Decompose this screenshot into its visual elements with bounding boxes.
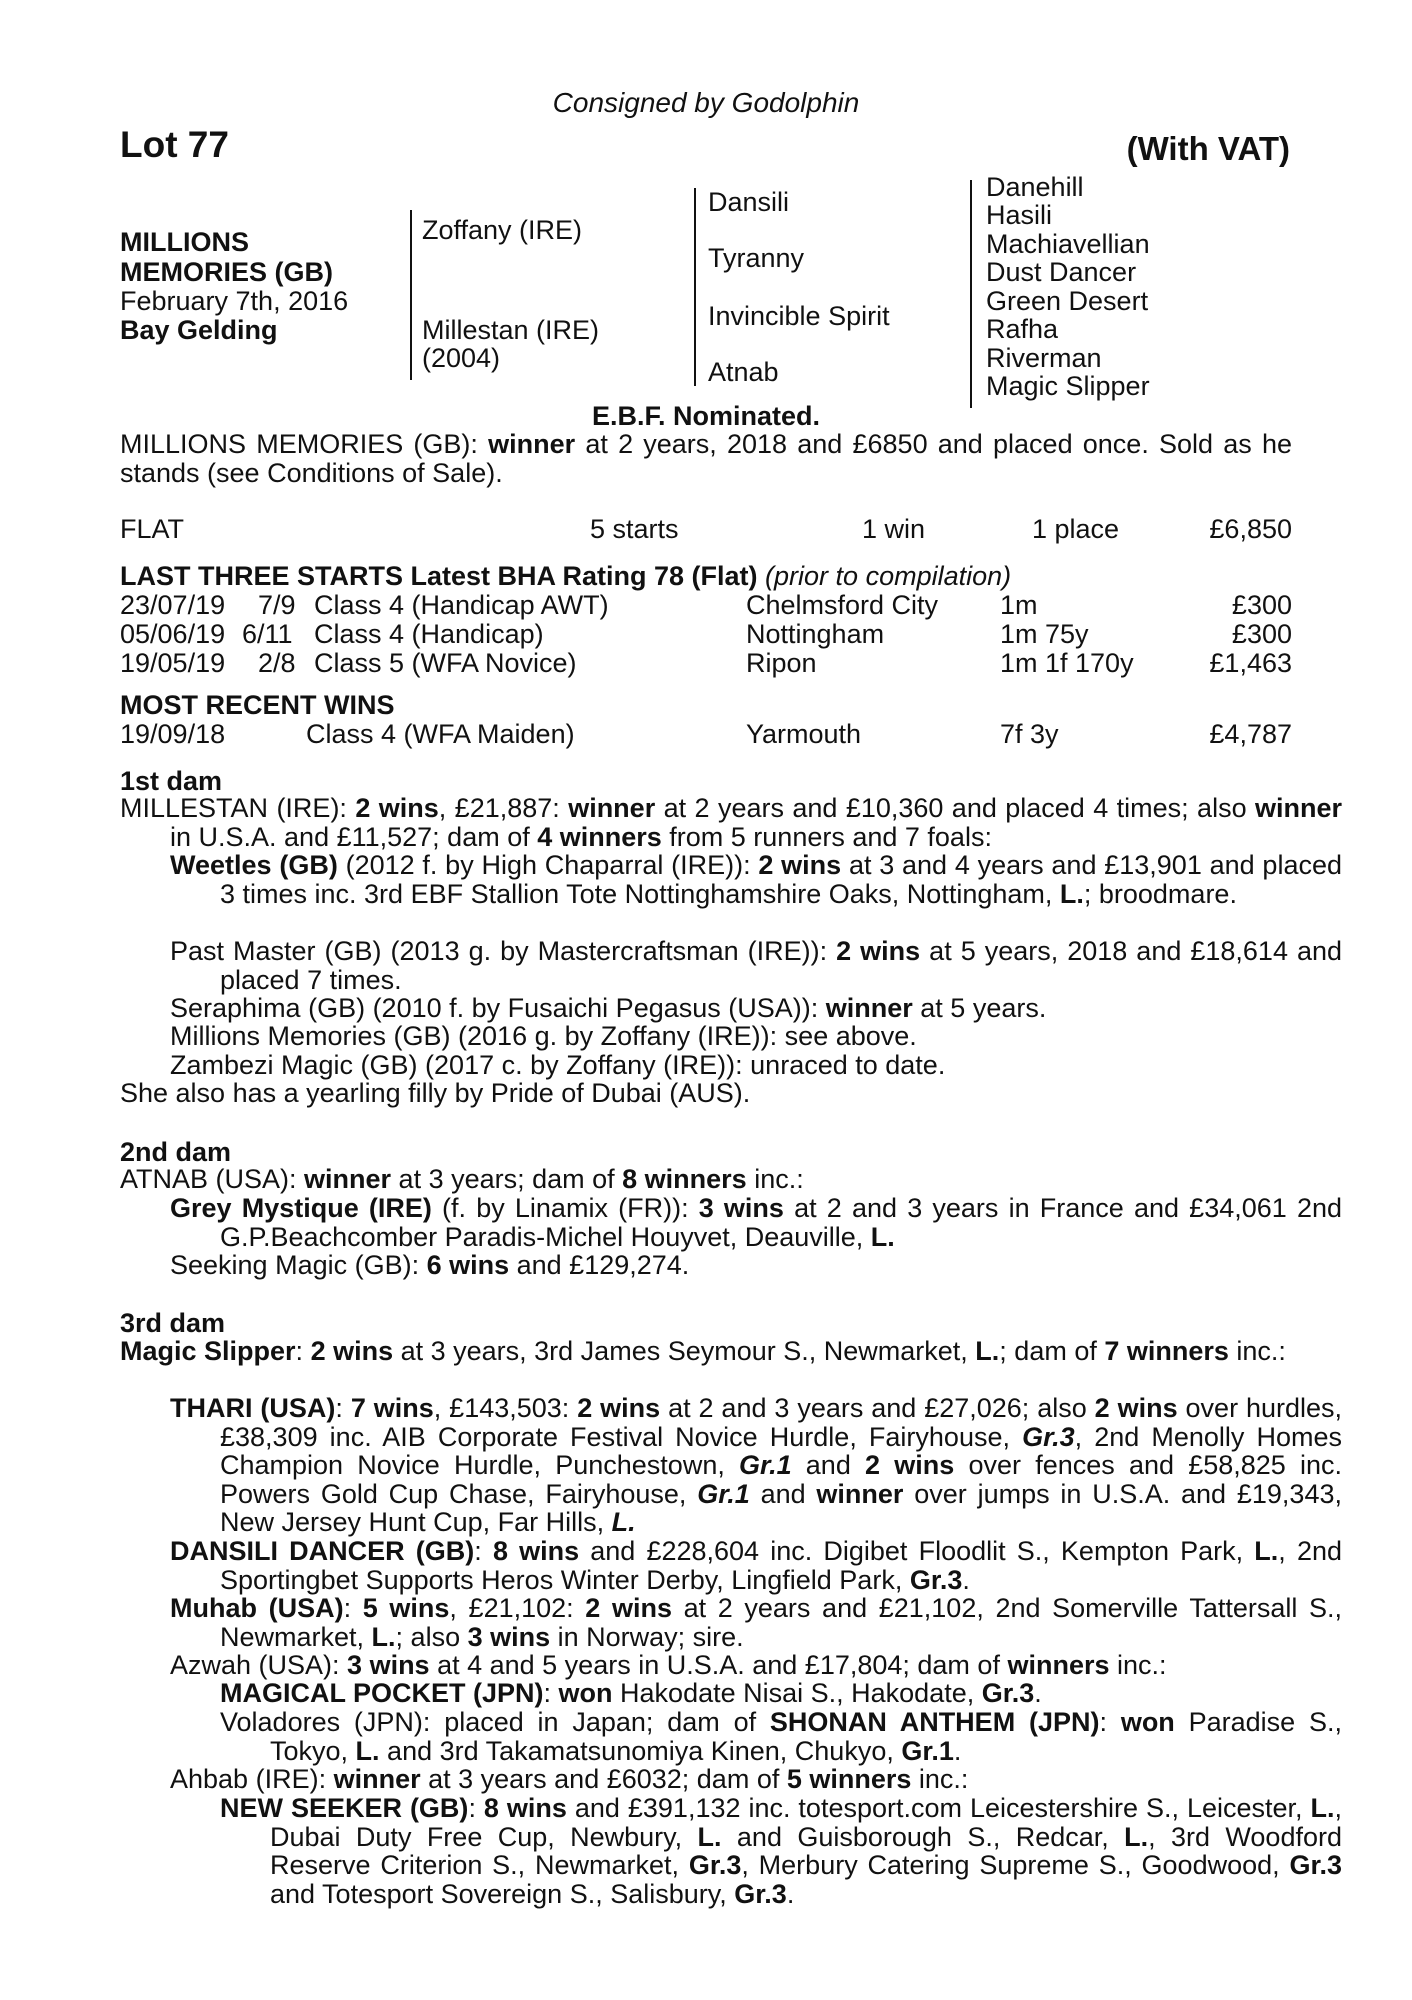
text-run: and £228,604 inc. Digibet Floodlit S., Kempton Park, bbox=[579, 1536, 1255, 1566]
text-run: . bbox=[962, 1564, 970, 1595]
text-run: 3 wins bbox=[467, 1621, 551, 1652]
text-run: 2 wins bbox=[1094, 1393, 1178, 1423]
start-row bbox=[120, 590, 1292, 619]
flat-record-row bbox=[120, 514, 1292, 543]
yearling-note: She also has a yearling filly by Pride of Dubai (AUS). bbox=[120, 1078, 751, 1108]
pedigree-divider bbox=[410, 210, 412, 380]
text-run: at 3 and 4 years and £13,901 and placed 3 times inc. 3rd EBF Stallion Tote Nottinghamshire Oaks, Nottingham, bbox=[220, 850, 1342, 909]
text-run: 2 wins bbox=[355, 793, 439, 823]
start-prize: £300 bbox=[1231, 619, 1292, 649]
text-run: inc.: bbox=[911, 1764, 969, 1794]
produce-entry bbox=[170, 1765, 1342, 1794]
text-run: L. bbox=[611, 1507, 636, 1537]
summary-winner: winner bbox=[488, 429, 576, 459]
ebf-nominated: E.B.F. Nominated. bbox=[591, 401, 821, 431]
text-run: , 2nd Sportingbet Supports Heros Winter Derby, Lingfield Park, bbox=[220, 1536, 1342, 1595]
text-run: at 3 years, 3rd James Seymour S., Newmarket, bbox=[393, 1336, 976, 1366]
text-run: and Guisborough S., Redcar, bbox=[721, 1821, 1125, 1852]
text-run: . bbox=[953, 1735, 962, 1766]
start-date: 19/05/19 bbox=[120, 648, 226, 678]
text-run: inc.: bbox=[1228, 1336, 1286, 1366]
g3-ancestor: Dust Dancer bbox=[986, 257, 1137, 287]
text-run: and £391,132 inc. totesport.com Leicestershire S., Leicester, bbox=[566, 1793, 1311, 1823]
text-run: at 2 years and £10,360 and placed 4 times; also bbox=[655, 793, 1255, 823]
text-run: Azwah (USA): bbox=[170, 1650, 348, 1680]
text-run: over fences and £58,825 inc. Powers Gold Cup Chase, Fairyhouse, bbox=[220, 1450, 1343, 1509]
flat-starts: 5 starts bbox=[590, 514, 679, 544]
produce-entry bbox=[170, 1194, 1342, 1251]
text-run: : bbox=[543, 1678, 559, 1708]
text-run: winner bbox=[1254, 793, 1342, 823]
lot-number: Lot 77 bbox=[120, 124, 229, 165]
produce-entry bbox=[170, 937, 1342, 994]
text-run: Hakodate Nisai S., Hakodate, bbox=[612, 1678, 982, 1708]
start-position: 6/11 bbox=[242, 619, 293, 649]
text-run: L. bbox=[1254, 1536, 1279, 1566]
pedigree-divider bbox=[970, 180, 972, 408]
first-dam-heading: 1st dam bbox=[120, 766, 223, 796]
text-run: in U.S.A. and £11,527; dam of bbox=[170, 821, 538, 852]
start-course: Ripon bbox=[746, 648, 817, 678]
start-distance: 1m bbox=[1000, 590, 1038, 620]
g3-ancestor: Green Desert bbox=[986, 286, 1149, 316]
text-run: 6 wins bbox=[426, 1250, 510, 1280]
sire-sire: Dansili bbox=[708, 187, 790, 217]
text-run: at 3 years; dam of bbox=[391, 1164, 623, 1194]
text-run: 3 wins bbox=[347, 1650, 430, 1680]
text-run: and bbox=[791, 1450, 866, 1480]
produce-entry bbox=[170, 1537, 1342, 1594]
sire: Zoffany (IRE) bbox=[422, 215, 583, 245]
produce-entry: Millions Memories (GB) (2016 g. by Zoffany (IRE)): see above. bbox=[170, 1021, 917, 1051]
text-run: L. bbox=[355, 1735, 380, 1766]
text-run: at 2 years and £21,102, 2nd Somerville Tattersall S., Newmarket, bbox=[220, 1593, 1343, 1652]
start-race: Class 4 (Handicap AWT) bbox=[314, 590, 609, 620]
start-race: Class 5 (WFA Novice) bbox=[314, 648, 577, 678]
text-run: DANSILI DANCER (GB) bbox=[170, 1536, 475, 1566]
third-dam-text bbox=[120, 1337, 1342, 1366]
start-course: Chelmsford City bbox=[746, 590, 939, 620]
text-run: 2 wins bbox=[585, 1593, 672, 1623]
text-run: Seraphima (GB) (2010 f. by Fusaichi Pegasus (USA)): bbox=[170, 993, 826, 1023]
text-run: Gr.3 bbox=[734, 1878, 787, 1909]
text-run: Gr.1 bbox=[901, 1735, 954, 1766]
text-run: in Norway; sire. bbox=[550, 1621, 744, 1652]
text-run: THARI (USA) bbox=[170, 1393, 336, 1423]
last-three-note: (prior to compilation) bbox=[757, 561, 1012, 591]
start-position: 7/9 bbox=[258, 590, 296, 620]
text-run: winners bbox=[1007, 1650, 1110, 1680]
start-date: 23/07/19 bbox=[120, 590, 226, 620]
produce-entry: Zambezi Magic (GB) (2017 c. by Zoffany (IRE)): unraced to date. bbox=[170, 1050, 946, 1080]
text-run: and Totesport Sovereign S., Salisbury, bbox=[270, 1878, 735, 1909]
dam: Millestan (IRE) bbox=[422, 315, 600, 345]
text-run: and 3rd Takamatsunomiya Kinen, Chukyo, bbox=[379, 1735, 902, 1766]
win-distance: 7f 3y bbox=[1000, 719, 1059, 749]
text-run: L. bbox=[371, 1621, 396, 1652]
text-run: Paradise S., Tokyo, bbox=[270, 1707, 1342, 1766]
text-run: 2 wins bbox=[310, 1336, 394, 1366]
text-run: L. bbox=[697, 1821, 722, 1852]
start-row bbox=[120, 619, 1292, 648]
start-row bbox=[120, 648, 1292, 677]
text-run: : bbox=[335, 1393, 351, 1423]
start-prize: £1,463 bbox=[1209, 648, 1292, 678]
text-run: ; dam of bbox=[999, 1336, 1105, 1366]
win-prize: £4,787 bbox=[1209, 719, 1292, 749]
text-run: Grey Mystique (IRE) bbox=[170, 1193, 432, 1223]
text-run: 7 wins bbox=[350, 1393, 434, 1423]
text-run: L. bbox=[1059, 878, 1084, 909]
g3-ancestor: Riverman bbox=[986, 343, 1102, 373]
last-three-title: LAST THREE STARTS Latest BHA Rating 78 (Flat) bbox=[120, 561, 758, 591]
produce-entry bbox=[220, 1679, 1342, 1708]
text-run: 2 wins bbox=[577, 1393, 661, 1423]
foaling-date: February 7th, 2016 bbox=[120, 286, 349, 316]
g3-ancestor: Rafha bbox=[986, 314, 1059, 344]
text-run: winner bbox=[816, 1478, 904, 1509]
text-run: Gr.3 bbox=[688, 1850, 742, 1880]
start-position: 2/8 bbox=[258, 648, 296, 678]
text-run: MILLESTAN (IRE): bbox=[120, 793, 356, 823]
second-dam-text bbox=[120, 1165, 1342, 1194]
text-run: at 4 and 5 years in U.S.A. and £17,804; dam of bbox=[429, 1650, 1008, 1680]
text-run: Seeking Magic (GB): bbox=[170, 1250, 427, 1280]
start-distance: 1m 1f 170y bbox=[1000, 648, 1134, 678]
g3-ancestor: Danehill bbox=[986, 172, 1084, 202]
consignor-line: Consigned by Godolphin bbox=[552, 87, 860, 118]
text-run: over hurdles, £38,309 inc. AIB Corporate Festival Novice Hurdle, Fairyhouse, bbox=[220, 1393, 1343, 1452]
text-run: winner bbox=[333, 1764, 421, 1794]
text-run: won bbox=[1120, 1707, 1175, 1737]
text-run: Gr.3 bbox=[981, 1678, 1035, 1708]
horse-description: Bay Gelding bbox=[120, 315, 278, 345]
win-course: Yarmouth bbox=[746, 719, 862, 749]
win-date: 19/09/18 bbox=[120, 719, 226, 749]
text-run: , £21,887: bbox=[438, 793, 569, 823]
text-run: at 5 years. bbox=[912, 993, 1047, 1023]
start-date: 05/06/19 bbox=[120, 619, 226, 649]
horse-name-line2: MEMORIES (GB) bbox=[120, 257, 333, 287]
flat-label: FLAT bbox=[120, 514, 185, 544]
win-race: Class 4 (WFA Maiden) bbox=[306, 719, 575, 749]
produce-entry bbox=[170, 994, 1342, 1023]
dam-dam: Atnab bbox=[708, 357, 779, 387]
race-summary bbox=[120, 430, 1292, 487]
recent-wins-heading: MOST RECENT WINS bbox=[120, 690, 395, 720]
produce-entry bbox=[170, 1251, 1342, 1280]
text-run: , 2nd Menolly Homes Champion Novice Hurdle, Punchestown, bbox=[220, 1421, 1342, 1480]
text-run: 8 wins bbox=[483, 1793, 567, 1823]
text-run: : bbox=[343, 1593, 363, 1623]
text-run: at 2 and 3 years in France and £34,061 2nd G.P.Beachcomber Paradis-Michel Houyvet, Deauville, bbox=[220, 1193, 1342, 1252]
text-run: over jumps in U.S.A. and £19,343, New Jersey Hunt Cup, Far Hills, bbox=[220, 1478, 1342, 1537]
text-run: Muhab (USA) bbox=[170, 1593, 344, 1623]
text-run: 2 wins bbox=[836, 936, 921, 966]
text-run: 7 winners bbox=[1104, 1336, 1229, 1366]
last-three-heading bbox=[120, 562, 1011, 591]
text-run: , Dubai Duty Free Cup, Newbury, bbox=[270, 1793, 1343, 1852]
text-run: at 3 years and £6032; dam of bbox=[420, 1764, 787, 1794]
text-run: L. bbox=[1124, 1821, 1149, 1852]
pedigree-divider bbox=[694, 188, 696, 386]
text-run: and £129,274. bbox=[509, 1250, 690, 1280]
text-run: Voladores (JPN): placed in Japan; dam of bbox=[220, 1707, 770, 1737]
text-run: , £21,102: bbox=[449, 1593, 586, 1623]
text-run: (2012 f. by High Chaparral (IRE)): bbox=[337, 850, 759, 880]
third-dam-heading: 3rd dam bbox=[120, 1308, 226, 1338]
text-run: Gr.1 bbox=[697, 1478, 750, 1509]
text-run: : bbox=[468, 1793, 484, 1823]
text-run: at 5 years, 2018 and £18,614 and placed 7 times. bbox=[220, 936, 1343, 995]
text-run: Magic Slipper bbox=[120, 1336, 296, 1366]
start-course: Nottingham bbox=[746, 619, 885, 649]
text-run: 2 wins bbox=[758, 850, 842, 880]
text-run: , 3rd Woodford Reserve Criterion S., Newmarket, bbox=[270, 1821, 1342, 1880]
text-run: Gr.3 bbox=[909, 1564, 963, 1595]
text-run: 3 wins bbox=[698, 1193, 784, 1223]
text-run: Weetles (GB) bbox=[170, 850, 338, 880]
start-prize: £300 bbox=[1231, 590, 1292, 620]
text-run: winner bbox=[304, 1164, 392, 1194]
dam-year: (2004) bbox=[422, 343, 501, 373]
start-distance: 1m 75y bbox=[1000, 619, 1089, 649]
produce-entry bbox=[220, 1794, 1342, 1908]
text-run: (f. by Linamix (FR)): bbox=[431, 1193, 699, 1223]
text-run: . bbox=[786, 1878, 795, 1909]
produce-entry bbox=[170, 1651, 1342, 1680]
text-run: winner bbox=[825, 993, 913, 1023]
horse-name-line1: MILLIONS bbox=[120, 227, 249, 257]
produce-entry bbox=[170, 1394, 1342, 1537]
sire-dam: Tyranny bbox=[708, 243, 805, 273]
g3-ancestor: Machiavellian bbox=[986, 229, 1150, 259]
text-run: 2 wins bbox=[865, 1450, 955, 1480]
text-run: SHONAN ANTHEM (JPN) bbox=[769, 1707, 1100, 1737]
text-run: Gr.3 bbox=[1022, 1421, 1075, 1452]
text-run: 8 wins bbox=[492, 1536, 580, 1566]
text-run: L. bbox=[1310, 1793, 1335, 1823]
text-run: Gr.3 bbox=[1289, 1850, 1342, 1880]
text-run: inc.: bbox=[1109, 1650, 1167, 1680]
win-row bbox=[120, 719, 1292, 748]
text-run: : bbox=[1099, 1707, 1121, 1737]
text-run: ATNAB (USA): bbox=[120, 1164, 305, 1194]
start-race: Class 4 (Handicap) bbox=[314, 619, 544, 649]
text-run: NEW SEEKER (GB) bbox=[220, 1793, 469, 1823]
text-run: ; also bbox=[395, 1621, 468, 1652]
text-run: at 2 and 3 years and £27,026; also bbox=[660, 1393, 1095, 1423]
first-dam-text bbox=[120, 794, 1342, 851]
text-run: 8 winners bbox=[622, 1164, 747, 1194]
g3-ancestor: Magic Slipper bbox=[986, 371, 1150, 401]
vat-label: (With VAT) bbox=[1126, 130, 1290, 167]
produce-entry bbox=[170, 851, 1342, 908]
text-run: ; broodmare. bbox=[1083, 878, 1237, 909]
text-run: and bbox=[749, 1478, 817, 1509]
text-run: 5 wins bbox=[362, 1593, 450, 1623]
text-run: inc.: bbox=[746, 1164, 804, 1194]
text-run: from 5 runners and 7 foals: bbox=[661, 821, 992, 852]
flat-wins: 1 win bbox=[862, 514, 926, 544]
text-run: . bbox=[1034, 1678, 1042, 1708]
flat-places: 1 place bbox=[1032, 514, 1120, 544]
text-run: , Merbury Catering Supreme S., Goodwood, bbox=[741, 1850, 1290, 1880]
text-run: L. bbox=[975, 1336, 1000, 1366]
text-run: 4 winners bbox=[537, 821, 662, 852]
text-run: 5 winners bbox=[786, 1764, 912, 1794]
text-run: : bbox=[474, 1536, 493, 1566]
produce-entry bbox=[170, 1594, 1342, 1651]
summary-rest: at 2 years, 2018 and £6850 and placed once. Sold as he stands (see Conditions of Sale). bbox=[120, 429, 1292, 488]
second-dam-heading: 2nd dam bbox=[120, 1137, 232, 1167]
text-run: won bbox=[558, 1678, 613, 1708]
text-run: Past Master (GB) (2013 g. by Mastercraftsman (IRE)): bbox=[170, 936, 837, 966]
g3-ancestor: Hasili bbox=[986, 200, 1053, 230]
text-run: , £143,503: bbox=[433, 1393, 578, 1423]
text-run: MAGICAL POCKET (JPN) bbox=[220, 1678, 544, 1708]
produce-entry bbox=[220, 1708, 1342, 1765]
flat-earnings: £6,850 bbox=[1209, 514, 1292, 544]
dam-sire: Invincible Spirit bbox=[708, 301, 890, 331]
text-run: Gr.1 bbox=[739, 1450, 792, 1480]
text-run: : bbox=[295, 1336, 311, 1366]
text-run: Ahbab (IRE): bbox=[170, 1764, 334, 1794]
summary-name: MILLIONS MEMORIES (GB): bbox=[120, 429, 489, 459]
text-run: winner bbox=[568, 793, 656, 823]
text-run: L. bbox=[870, 1221, 895, 1252]
